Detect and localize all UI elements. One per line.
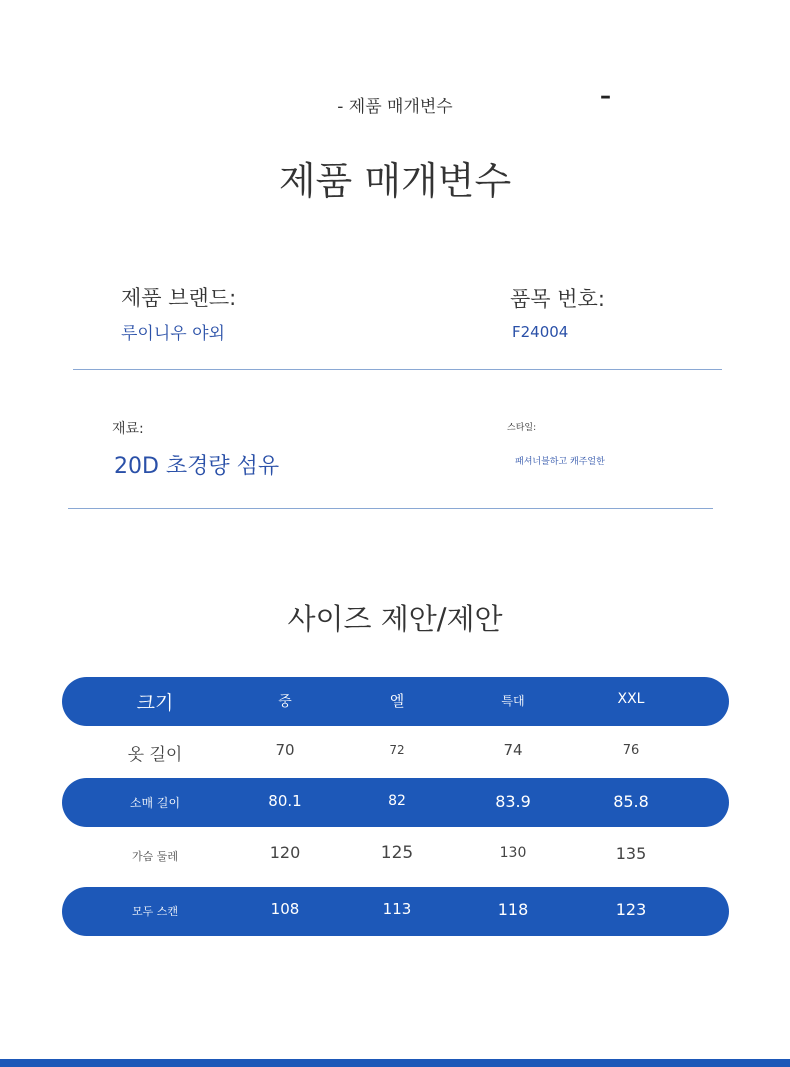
row-cell: 85.8 <box>613 792 649 811</box>
row-cell: 113 <box>382 900 412 918</box>
style-label: 스타일: <box>507 423 537 433</box>
row-cell: 108 <box>270 900 300 918</box>
row-cell: 118 <box>497 900 529 919</box>
style-value: 패셔너블하고 캐주얼한 <box>515 457 605 467</box>
page-title: 제품 매개변수 <box>278 159 512 203</box>
row-cell: 130 <box>499 845 527 861</box>
brand-value: 루이니우 야외 <box>121 324 225 344</box>
page-subtitle: - 제품 매개변수 <box>337 97 453 117</box>
row-label: 모두 스캔 <box>131 905 178 918</box>
row-cell: 80.1 <box>268 792 302 810</box>
table-row <box>0 887 790 936</box>
material-label: 재료: <box>112 421 144 437</box>
dash-mark: – <box>600 84 611 109</box>
size-header-cells <box>0 677 790 726</box>
row-cell: 123 <box>615 900 647 919</box>
material-value: 20D 초경량 섬유 <box>114 454 280 479</box>
row-cell: 72 <box>389 743 405 757</box>
row-cell: 74 <box>503 741 523 759</box>
header-cell-xxl: XXL <box>617 691 645 707</box>
header-cell-m: 중 <box>278 694 292 710</box>
bottom-accent-bar <box>0 1059 790 1067</box>
table-row <box>0 832 790 876</box>
item-number-value: F24004 <box>512 323 569 341</box>
row-cell: 82 <box>388 793 406 809</box>
size-section-title: 사이즈 제안/제안 <box>287 602 503 636</box>
divider-bottom <box>68 508 713 509</box>
row-label: 소매 길이 <box>129 796 181 810</box>
header-cell-xl: 특대 <box>501 694 525 708</box>
row-cell: 76 <box>622 743 640 758</box>
table-row <box>0 728 790 772</box>
brand-label: 제품 브랜드: <box>121 286 237 310</box>
header-cell-size: 크기 <box>136 692 174 714</box>
table-row <box>0 778 790 827</box>
row-cell: 83.9 <box>495 792 531 811</box>
header-cell-l: 엘 <box>389 692 405 710</box>
row-cell: 70 <box>275 741 295 759</box>
row-label: 옷 길이 <box>127 745 183 765</box>
row-cell: 120 <box>269 843 301 862</box>
item-number-label: 품목 번호: <box>510 287 605 311</box>
row-cell: 125 <box>380 843 414 863</box>
divider-top <box>73 369 722 370</box>
row-label: 가슴 둘레 <box>131 850 178 863</box>
row-cell: 135 <box>615 844 647 863</box>
